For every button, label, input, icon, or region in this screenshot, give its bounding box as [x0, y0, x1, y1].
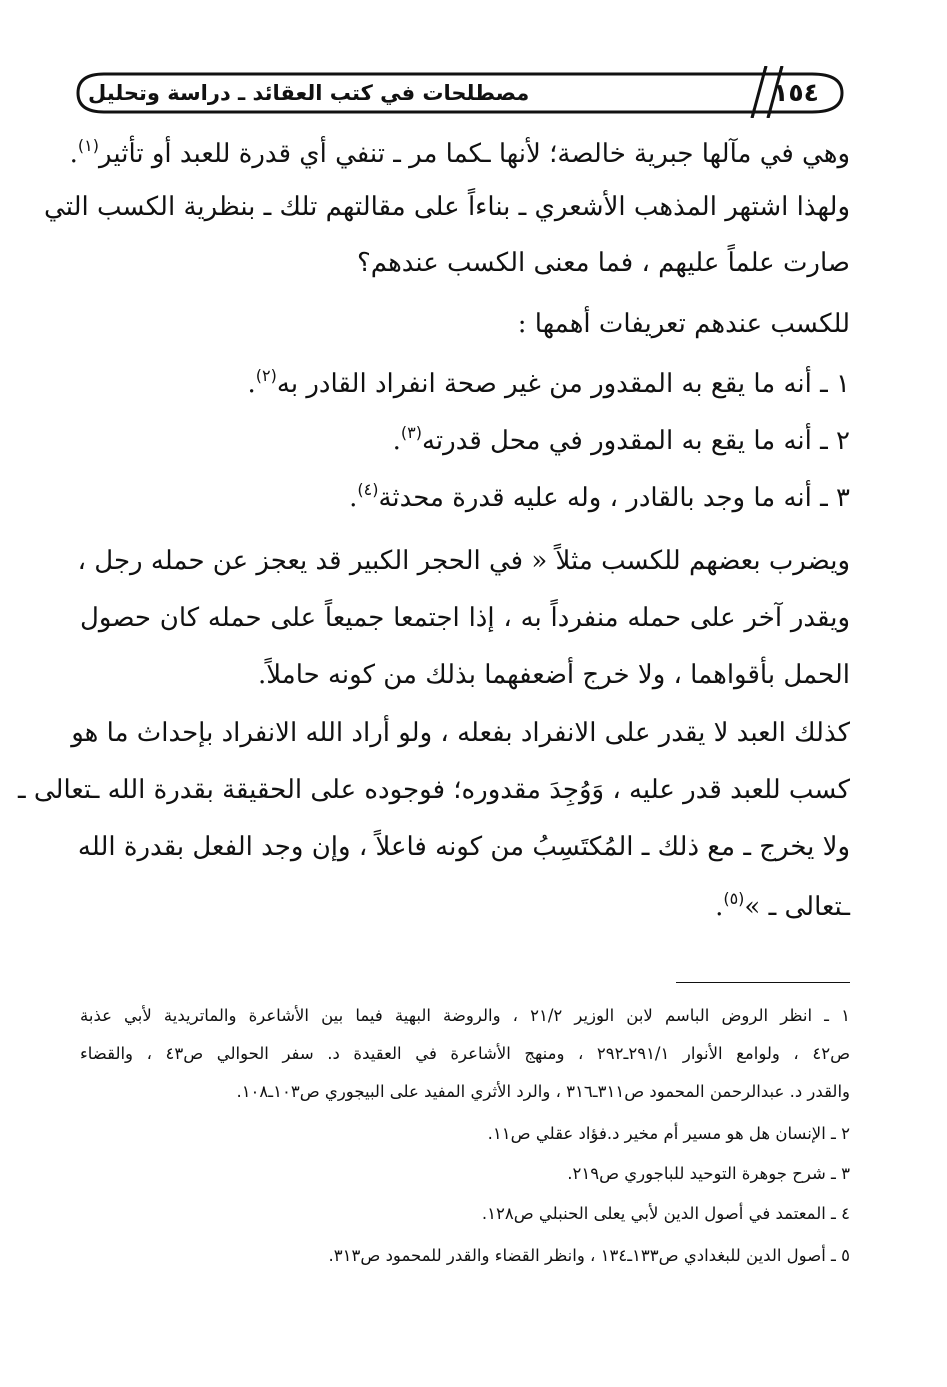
body-line-4: للكسب عندهم تعريفات أهمها :: [517, 309, 850, 339]
footnote-line-2: ص٤٢ ، ولوامع الأنوار ٢٩١/١ـ٢٩٢ ، ومنهج الأشاعرة في العقيدة د. سفر الحوالي ص٤٣ ، والقضاء: [80, 1044, 851, 1063]
footnote-ref: (٥): [723, 889, 745, 908]
footnote-line-6: ٤ ـ المعتمد في أصول الدين لأبي يعلى الحنبلي ص١٢٨.: [481, 1204, 850, 1223]
body-line-2: ولهذا اشتهر المذهب الأشعري ـ بناءاً على مقالتهم تلك ـ بنظرية الكسب التي: [44, 192, 850, 222]
body-line-12: كسب للعبد قدر عليه ، وَوُجِدَ مقدوره؛ فوجوده على الحقيقة بقدرة الله ـتعالى ـ: [17, 775, 850, 805]
footnote-divider: [676, 982, 850, 983]
body-line-14: ـتعالى ـ »$^{(٥)}$.: [715, 889, 850, 922]
footnote-ref: (٣): [400, 423, 422, 442]
footnote-line-1: ١ ـ انظر الروض الباسم لابن الوزير ٢١/٢ ، والروضة البهية فيما بين الأشاعرة والماتريدية لأبي عذبة: [80, 1006, 850, 1025]
footnote-ref: (١): [77, 136, 100, 155]
body-line-6: ٢ ـ أنه ما يقع به المقدور في محل قدرته$^{(٣)}$.: [392, 423, 850, 456]
footnote-line-5: ٣ ـ شرح جوهرة التوحيد للباجوري ص٢١٩.: [567, 1164, 850, 1183]
footnote-ref: (٢): [255, 366, 277, 385]
body-line-7: ٣ ـ أنه ما وجد بالقادر ، وله عليه قدرة محدثة$^{(٤)}$.: [349, 480, 850, 513]
body-line-9: ويقدر آخر على حمله منفرداً به ، إذا اجتمعا جميعاً على حمله كان حصول: [80, 603, 850, 633]
body-line-3: صارت علماً عليهم ، فما معنى الكسب عندهم؟: [356, 248, 850, 278]
body-line-11: كذلك العبد لا يقدر على الانفراد بفعله ، ولو أراد الله الانفراد بإحداث ما هو: [71, 718, 850, 748]
running-title: مصطلحات في كتب العقائد ـ دراسة وتحليل: [88, 81, 530, 105]
body-line-1: وهي في مآلها جبرية خالصة؛ لأنها ـكما مر ـ تنفي أي قدرة للعبد أو تأثير$^{(١)}$.: [69, 136, 850, 169]
footnote-line-4: ٢ ـ الإنسان هل هو مسير أم مخير د.فؤاد عقلي ص١١.: [487, 1124, 850, 1143]
body-line-10: الحمل بأقواهما ، ولا خرج أضعفهما بذلك من كونه حاملاً.: [258, 660, 850, 690]
footnote-line-3: والقدر د. عبدالرحمن المحمود ص٣١١ـ٣١٦ ، والرد الأثري المفيد على البيجوري ص١٠٣ـ١٠٨.: [236, 1082, 850, 1101]
page-header: [74, 66, 850, 118]
body-line-5: ١ ـ أنه ما يقع به المقدور من غير صحة انفراد القادر به$^{(٢)}$.: [247, 366, 850, 399]
footnote-line-7: ٥ ـ أصول الدين للبغدادي ص١٣٣ـ١٣٤ ، وانظر القضاء والقدر للمحمود ص٣١٣.: [328, 1246, 850, 1265]
page-number: ١٥٤: [773, 78, 819, 107]
body-line-13: ولا يخرج ـ مع ذلك ـ المُكتَسِبُ من كونه فاعلاً ، وإن وجد الفعل بقدرة الله: [77, 832, 850, 862]
body-line-8: ويضرب بعضهم للكسب مثلاً « في الحجر الكبير قد يعجز عن حمله رجل ،: [77, 546, 850, 576]
footnote-ref: (٤): [357, 480, 379, 499]
